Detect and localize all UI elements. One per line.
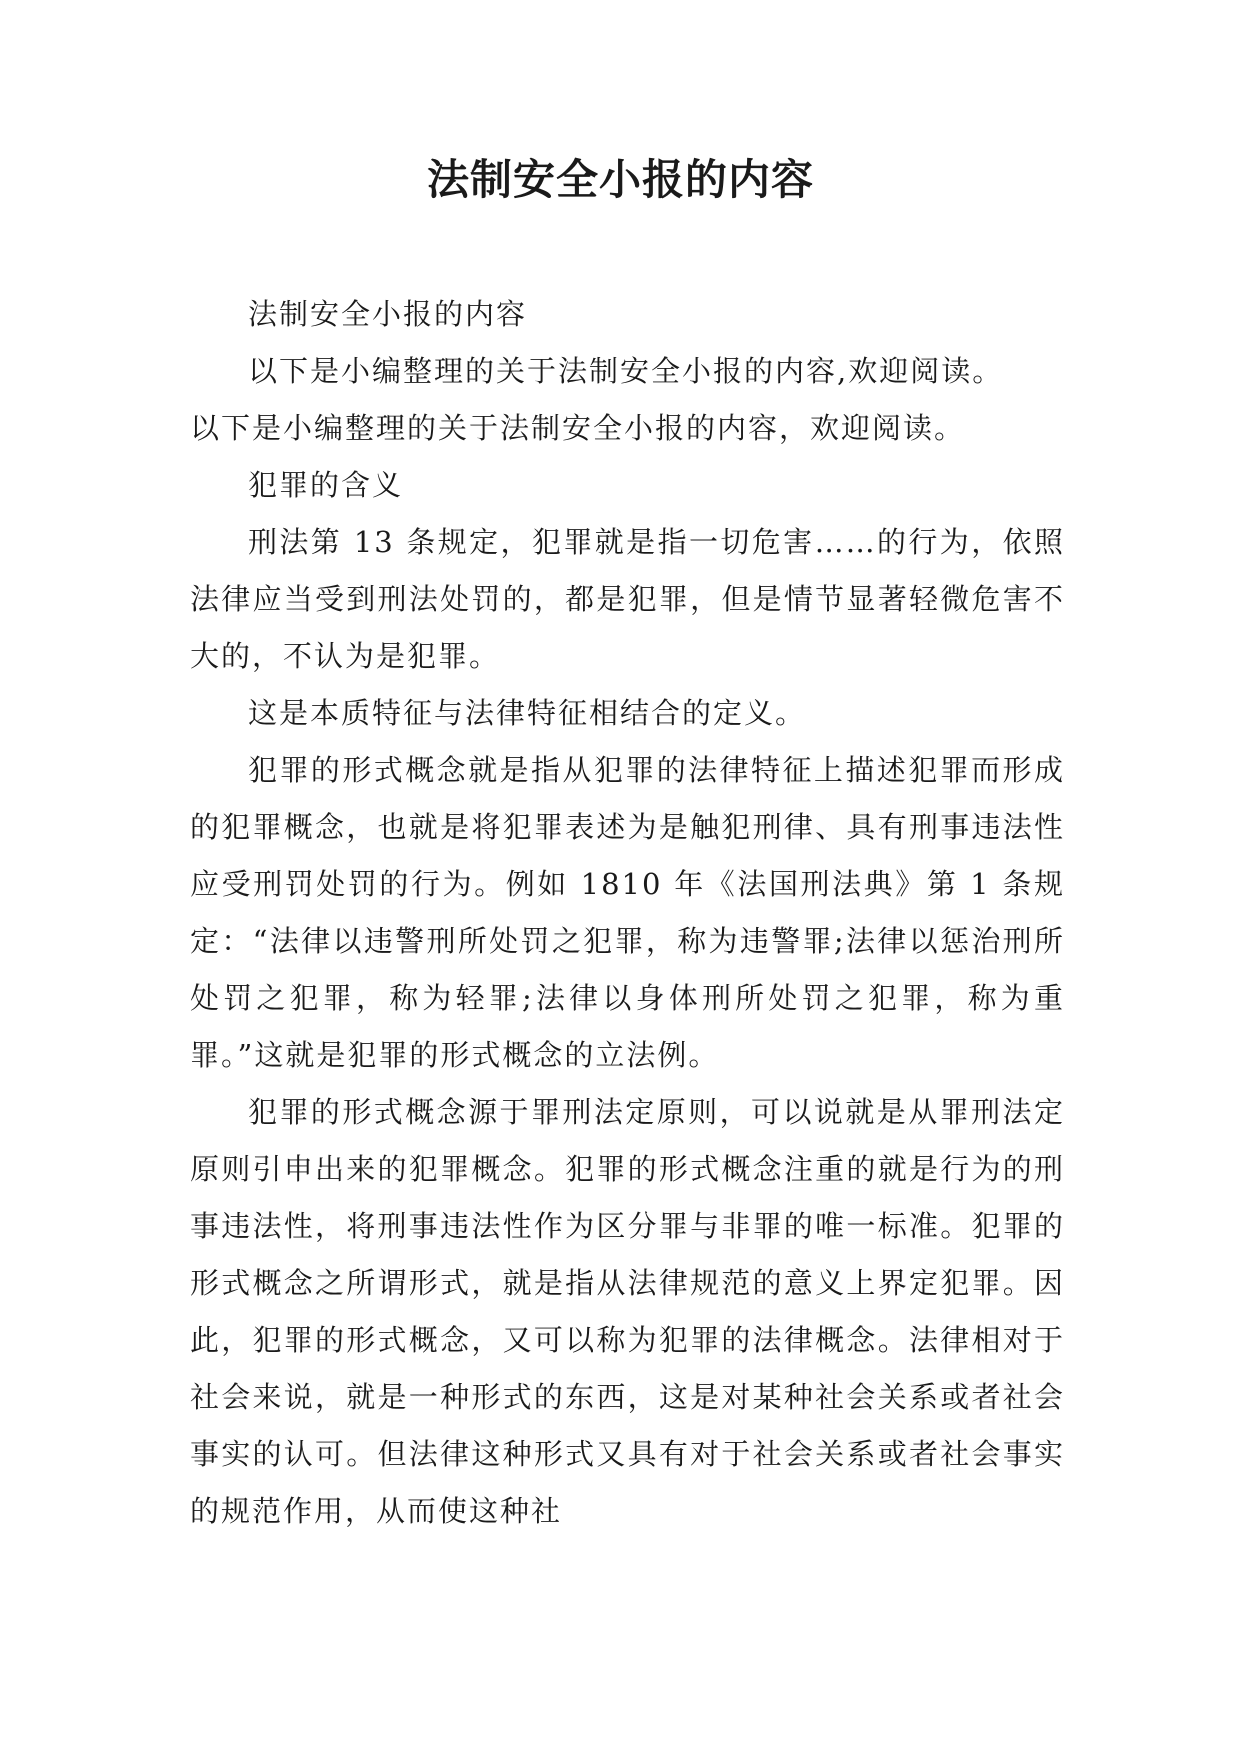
paragraph-intro-repeat: 以下是小编整理的关于法制安全小报的内容，欢迎阅读。 bbox=[190, 411, 966, 445]
paragraph-heading: 法制安全小报的内容 bbox=[248, 297, 528, 331]
paragraph-intro: 以下是小编整理的关于法制安全小报的内容,欢迎阅读。 bbox=[248, 354, 1004, 388]
document-body bbox=[190, 286, 1065, 1540]
paragraph-criminal-law-article: 刑法第 13 条规定，犯罪就是指一切危害……的行为，依照法律应当受到刑法处罚的，都是犯罪，但是情节显著轻微危害不大的，不认为是犯罪。 bbox=[190, 525, 1065, 673]
paragraph-formal-concept: 犯罪的形式概念就是指从犯罪的法律特征上描述犯罪而形成的犯罪概念，也就是将犯罪表述为是触犯刑律、具有刑事违法性应受刑罚处罚的行为。例如 1810 年《法国刑法典》第 1 条规定：“法律以违警刑所处罚之犯罪，称为违警罪;法律以惩治刑所处罚之犯罪，称为轻罪;法律以身体刑所处罚之犯罪，称为重罪。”这就是犯罪的形式概念的立法例。 bbox=[190, 753, 1065, 1072]
document-title: 法制安全小报的内容 bbox=[426, 155, 814, 204]
paragraph-formal-concept-origin: 犯罪的形式概念源于罪刑法定原则，可以说就是从罪刑法定原则引申出来的犯罪概念。犯罪的形式概念注重的就是行为的刑事违法性，将刑事违法性作为区分罪与非罪的唯一标准。犯罪的形式概念之所谓形式，就是指从法律规范的意义上界定犯罪。因此，犯罪的形式概念，又可以称为犯罪的法律概念。法律相对于社会来说，就是一种形式的东西，这是对某种社会关系或者社会事实的认可。但法律这种形式又具有对于社会关系或者社会事实的规范作用，从而使这种社 bbox=[190, 1095, 1065, 1528]
paragraph-section-heading: 犯罪的含义 bbox=[248, 468, 404, 502]
paragraph-definition-note: 这是本质特征与法律特征相结合的定义。 bbox=[248, 696, 807, 730]
